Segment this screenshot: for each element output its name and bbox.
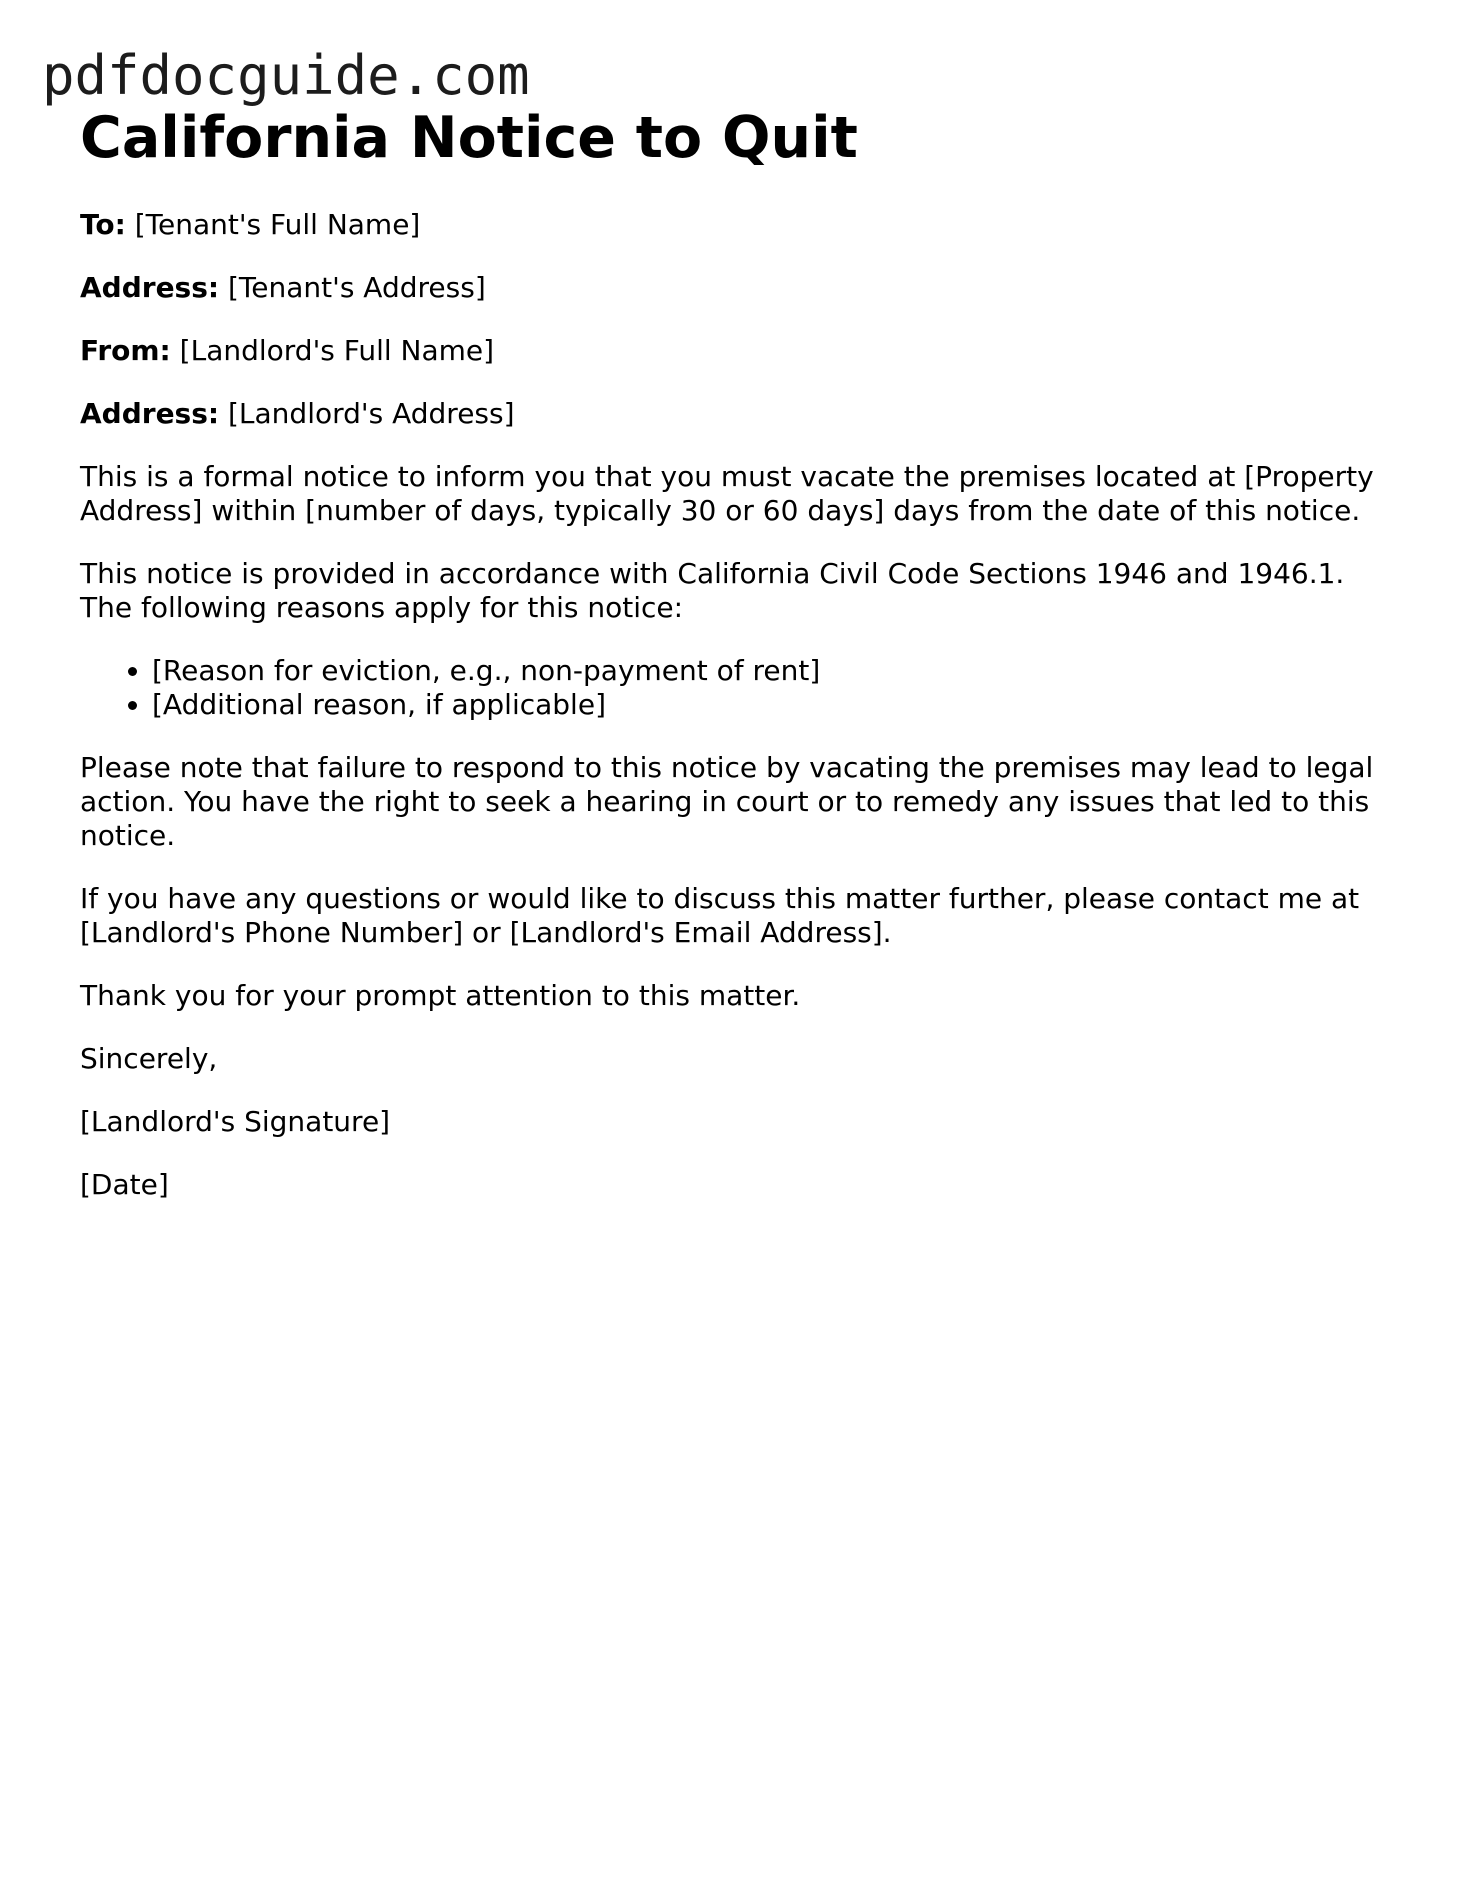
signature-placeholder: [Landlord's Signature] bbox=[80, 1105, 391, 1138]
reasons-list bbox=[80, 654, 1400, 722]
reason-item: • [Reason for eviction, e.g., non-payment of rent] bbox=[152, 654, 1400, 688]
to-field bbox=[80, 208, 1400, 242]
to-value: [Tenant's Full Name] bbox=[134, 208, 421, 241]
tenant-address-value: [Tenant's Address] bbox=[228, 271, 486, 304]
date-placeholder: [Date] bbox=[80, 1168, 169, 1201]
sign-off: Sincerely, bbox=[80, 1042, 218, 1075]
notice-document bbox=[80, 98, 1400, 1231]
tenant-address-field bbox=[80, 271, 1400, 305]
thanks-paragraph: Thank you for your prompt attention to this matter. bbox=[80, 979, 801, 1012]
contact-paragraph: If you have any questions or would like to discuss this matter further, please contact me at [Landlord's Phone Number] or [Landlord's Email Address]. bbox=[80, 882, 1360, 949]
landlord-address-field bbox=[80, 397, 1400, 431]
landlord-address-value: [Landlord's Address] bbox=[228, 397, 515, 430]
tenant-address-label: Address: bbox=[80, 271, 220, 304]
watermark-text: pdfdocguide.com bbox=[42, 44, 530, 107]
reason-item: • [Additional reason, if applicable] bbox=[152, 688, 1400, 722]
to-label: To: bbox=[80, 208, 126, 241]
from-label: From: bbox=[80, 334, 171, 367]
failure-paragraph: Please note that failure to respond to this notice by vacating the premises may lead to legal action. You have the right to seek a hearing in court or to remedy any issues that led to this notice. bbox=[80, 751, 1374, 852]
from-value: [Landlord's Full Name] bbox=[179, 334, 495, 367]
page-title: California Notice to Quit bbox=[80, 105, 858, 171]
landlord-address-label: Address: bbox=[80, 397, 220, 430]
notice-paragraph: This is a formal notice to inform you that you must vacate the premises located at [Property Address] within [number of days, typically 30 or 60 days] days from the date of this notice. bbox=[80, 460, 1374, 527]
from-field bbox=[80, 334, 1400, 368]
notice-body bbox=[80, 208, 1400, 1202]
accordance-paragraph: This notice is provided in accordance with California Civil Code Sections 1946 and 1946.1. The following reasons apply for this notice: bbox=[80, 557, 1345, 624]
